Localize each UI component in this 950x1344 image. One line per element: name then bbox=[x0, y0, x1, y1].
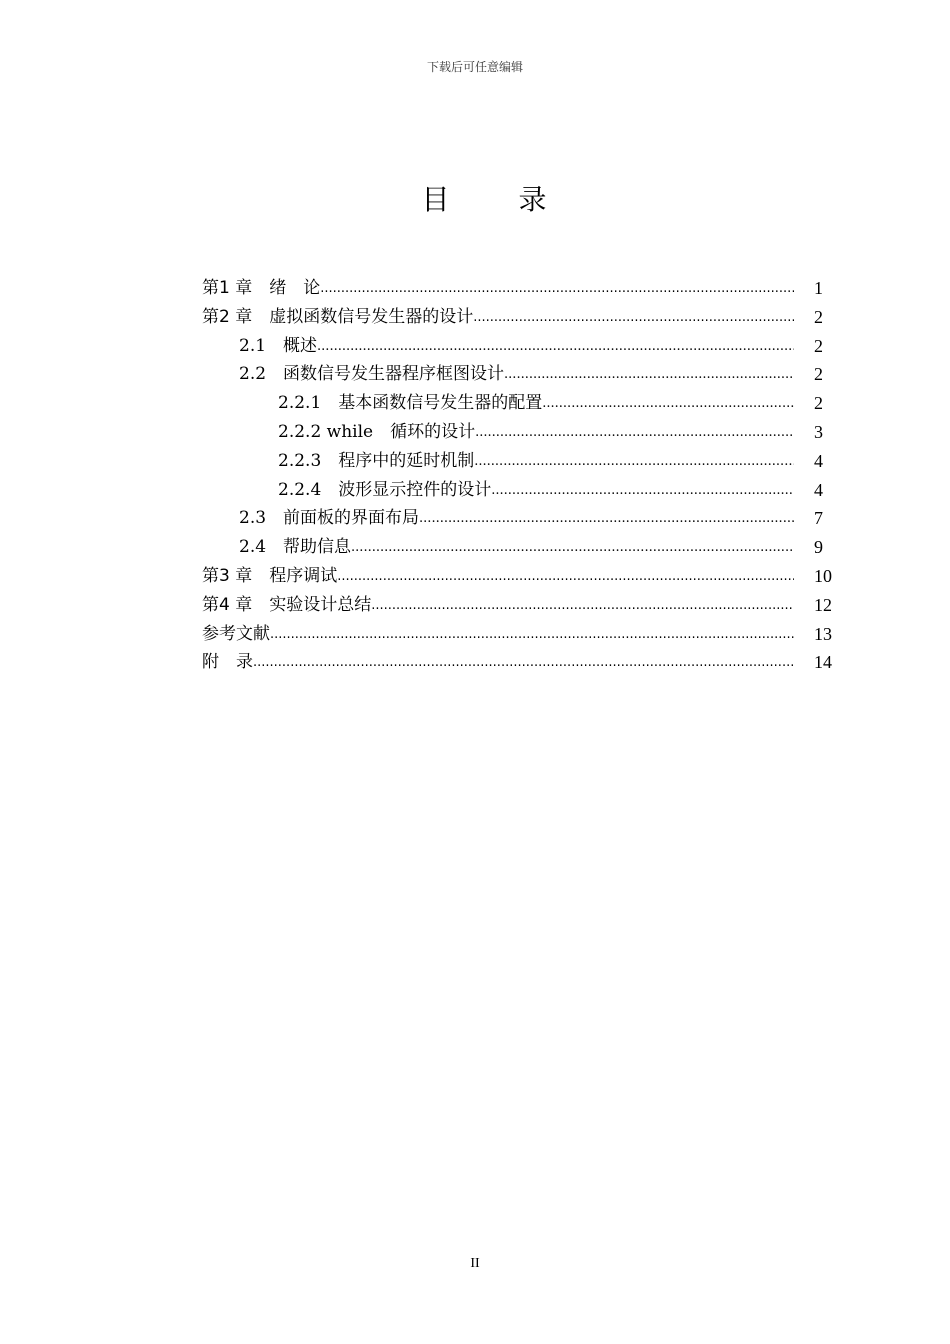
toc-leader-dots bbox=[475, 426, 794, 440]
page-number: II bbox=[470, 1256, 480, 1271]
toc-leader-dots bbox=[419, 512, 794, 526]
toc-entry-page: 14 bbox=[814, 652, 832, 673]
toc-entry[interactable] bbox=[278, 385, 823, 414]
toc-entry[interactable] bbox=[239, 328, 823, 356]
toc-entry-label: 2.3 前面板的界面布局 bbox=[239, 508, 420, 529]
toc-entry-label: 第3 章 程序调试 bbox=[202, 566, 338, 586]
toc-entry-page: 7 bbox=[814, 508, 823, 529]
toc-entry-label: 第4 章 实验设计总结 bbox=[202, 594, 372, 615]
toc-entry-page: 2 bbox=[814, 364, 823, 385]
toc-leader-dots bbox=[337, 570, 794, 584]
toc-leader-dots bbox=[542, 397, 794, 411]
toc-leader-dots bbox=[253, 656, 794, 670]
toc-entry[interactable] bbox=[202, 558, 832, 586]
toc-entry-page: 9 bbox=[814, 537, 823, 558]
toc-entry-page: 2 bbox=[814, 306, 823, 327]
toc-entry[interactable] bbox=[239, 529, 823, 558]
toc-leader-dots bbox=[371, 599, 794, 613]
toc-leader-dots bbox=[473, 311, 794, 325]
toc-leader-dots bbox=[320, 282, 794, 296]
toc-leader-dots bbox=[504, 368, 794, 382]
toc-entry-page: 2 bbox=[814, 393, 823, 414]
toc-leader-dots bbox=[351, 541, 794, 555]
toc-entry-page: 4 bbox=[814, 479, 823, 500]
toc-leader-dots bbox=[270, 628, 794, 642]
header-note: 下载后可任意编辑 bbox=[426, 60, 523, 74]
toc-entry-label: 2.2.2 while 循环的设计 bbox=[278, 422, 476, 442]
toc-entry-label: 第1 章 绪 论 bbox=[202, 278, 321, 298]
toc-leader-dots bbox=[491, 484, 794, 498]
toc-entry-label: 2.2 函数信号发生器程序框图设计 bbox=[239, 364, 505, 385]
toc-entry-page: 12 bbox=[814, 594, 832, 615]
toc-entry[interactable] bbox=[202, 644, 832, 673]
toc-entry-label: 2.2.4 波形显示控件的设计 bbox=[278, 479, 492, 500]
toc-entry[interactable] bbox=[202, 616, 832, 644]
toc-entry-page: 2 bbox=[814, 335, 823, 356]
toc-entry[interactable] bbox=[239, 500, 823, 529]
toc-entry-page: 3 bbox=[814, 422, 823, 442]
page-title: 目 录 bbox=[421, 183, 577, 216]
toc-entry-label: 附 录 bbox=[202, 652, 253, 673]
toc-leader-dots bbox=[317, 340, 794, 354]
toc-entry[interactable] bbox=[278, 472, 823, 500]
toc-entry-label: 2.2.1 基本函数信号发生器的配置 bbox=[278, 393, 543, 414]
toc-entry-label: 2.1 概述 bbox=[239, 335, 318, 356]
toc-entry[interactable] bbox=[278, 443, 823, 471]
toc-entry[interactable] bbox=[202, 299, 823, 327]
toc-entry-label: 2.2.3 程序中的延时机制 bbox=[278, 450, 475, 471]
toc-leader-dots bbox=[474, 455, 794, 469]
toc-entry-page: 10 bbox=[814, 566, 832, 586]
toc-entry-page: 13 bbox=[814, 623, 832, 644]
toc-entry[interactable] bbox=[239, 356, 823, 385]
toc-entry-page: 1 bbox=[814, 278, 823, 298]
toc-entry[interactable] bbox=[202, 587, 832, 615]
toc-entry-label: 2.4 帮助信息 bbox=[239, 537, 352, 558]
toc-entry-label: 第2 章 虚拟函数信号发生器的设计 bbox=[202, 306, 474, 327]
toc-entry-label: 参考文献 bbox=[202, 623, 270, 644]
toc-entry[interactable] bbox=[202, 270, 823, 298]
toc-entry-page: 4 bbox=[814, 450, 823, 471]
toc-entry[interactable] bbox=[278, 414, 823, 442]
